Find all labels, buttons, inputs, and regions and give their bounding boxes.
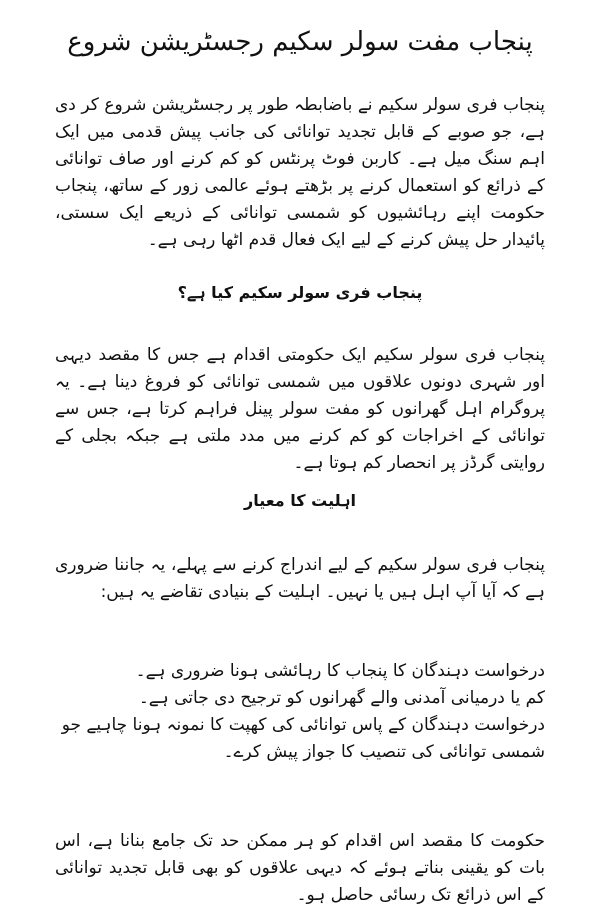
section-what-is-paragraph: پنجاب فری سولر سکیم ایک حکومتی اقدام ہے جس کا مقصد دیہی اور شہری دونوں علاقوں میں شمسی توانائی کو فروغ دینا ہے۔ یہ پروگرام اہل گھرانوں کو مفت سولر پینل فراہم کرتا ہے، جس سے توانائی کے اخراجات کو کم کرنے میں مدد ملتی ہے جبکہ بجلی کے روایتی گرڈز پر انحصار کم ہوتا ہے۔ [55,345,545,473]
closing-paragraph: حکومت کا مقصد اس اقدام کو ہر ممکن حد تک جامع بنانا ہے، اس بات کو یقینی بناتے ہوئے کہ دیہی علاقوں کو بھی قابل تجدید توانائی کے اس ذرائع تک رسائی حاصل ہو۔ [55,831,545,905]
eligibility-criteria-list [55,658,545,766]
section-heading-eligibility: اہلیت کا معیار [244,491,356,510]
intro-paragraph: پنجاب فری سولر سکیم نے باضابطہ طور پر رجسٹریشن شروع کر دی ہے، جو صوبے کے قابل تجدید توانائی کی جانب پیش قدمی میں ایک اہم سنگ میل ہے۔ کاربن فوٹ پرنٹس کو کم کرنے اور صاف توانائی کے ذرائع کو استعمال کرنے پر بڑھتے ہوئے عالمی زور کے ساتھ، پنجاب حکومت اپنے رہائشیوں کو شمسی توانائی کے ذریعے ایک سستی، پائیدار حل پیش کرنے کے لیے ایک فعال قدم اٹھا رہی ہے۔ [55,95,545,250]
section-heading-what-is: پنجاب فری سولر سکیم کیا ہے؟ [177,283,423,302]
page-title: پنجاب مفت سولر سکیم رجسٹریشن شروع [67,27,533,57]
list-item: درخواست دہندگان کے پاس توانائی کی کھپت کا نمونہ ہونا چاہیے جو شمسی توانائی کی تنصیب کا جواز پیش کرے۔ [61,715,545,762]
list-item: کم یا درمیانی آمدنی والے گھرانوں کو ترجیح دی جاتی ہے۔ [138,688,545,708]
eligibility-paragraph: پنجاب فری سولر سکیم کے لیے اندراج کرنے سے پہلے، یہ جاننا ضروری ہے کہ آیا آپ اہل ہیں یا نہیں۔ اہلیت کے بنیادی تقاضے یہ ہیں: [55,555,545,602]
list-item: درخواست دہندگان کا پنجاب کا رہائشی ہونا ضروری ہے۔ [135,661,545,681]
